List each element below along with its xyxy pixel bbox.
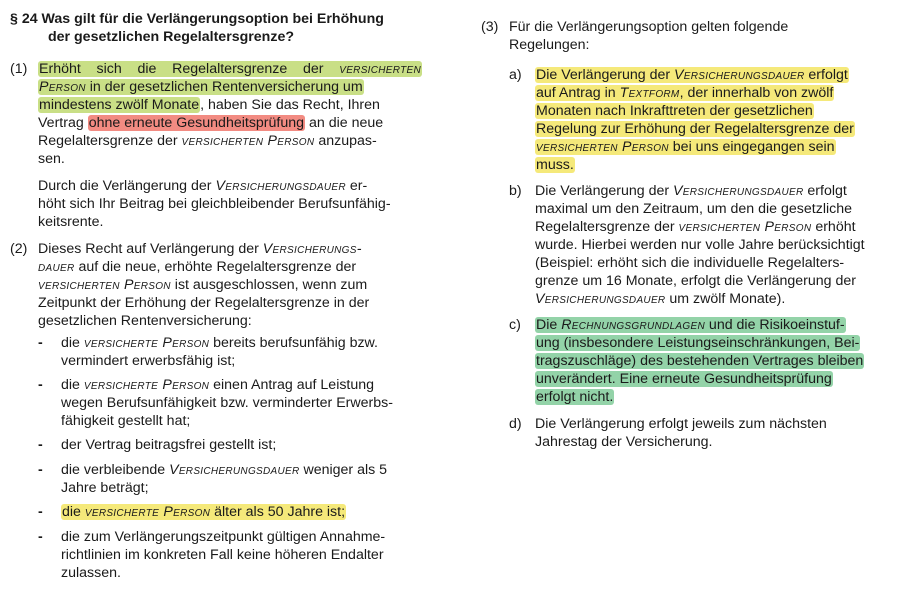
highlight-c-l5: erfolgt nicht. (536, 389, 614, 405)
item-c-marker: c) (509, 317, 521, 333)
highlight-p1-l1: Erhöht sich die Regelaltersgrenze der versicherten (39, 61, 421, 77)
highlight-c-l2: ung (insbesondere Leistungseinschränkungen, Bei- (536, 335, 860, 351)
list-item: die versicherte Person einen Antrag auf Leistung wegen Berufsunfähigkeit bzw. verminderter Erwerbs- fähigkeit gestellt hat; (61, 377, 393, 429)
bullet-dash: - (38, 437, 43, 453)
bullet-dash: - (38, 462, 43, 478)
list-item: der Vertrag beitragsfrei gestellt ist; (61, 437, 277, 453)
paragraph-3: Für die Verlängerungsoption gelten folgende Regelungen: (509, 19, 789, 53)
highlight-c-l4: unverändert. Eine erneute Gesundheitsprüfung (536, 371, 832, 387)
bullet-dash: - (38, 504, 43, 520)
highlight-a-l3: Monaten nach Inkrafttreten der gesetzlichen (536, 103, 813, 119)
paragraph-1b: Durch die Verlängerung der Versicherungsdauer er- höht sich Ihr Beitrag bei gleichbleibender Berufsunfähig- keitsrente. (38, 178, 391, 230)
highlight-age-limit: die versicherte Person älter als 50 Jahre ist; (62, 504, 346, 520)
highlight-a-l5: versicherten Person bei uns eingegangen sein (536, 139, 835, 155)
highlight-p1-l3: mindestens zwölf Monate (39, 97, 200, 113)
item-a (535, 66, 892, 174)
bullet-dash: - (38, 529, 43, 545)
heading-line-1: § 24 Was gilt für die Verlängerungsoption bei Erhöhung (10, 11, 384, 27)
item-d: Die Verlängerung erfolgt jeweils zum nächsten Jahrestag der Versicherung. (535, 416, 827, 450)
item-b: Die Verlängerung der Versicherungsdauer erfolgt maximal um den Zeitraum, um den die gesetzliche Regelaltersgrenze der versicherten Person erhöht wurde. Hierbei werden nur volle Jahre berücksichtigt (Beispiel: erhöht sich die individuelle Regelalters- grenze um 16 Monate, erfolgt die Verlängerung der Versicherungsdauer um zwölf Monate). (535, 183, 865, 307)
list-item: die verbleibende Versicherungsdauer weniger als 5 Jahre beträgt; (61, 462, 388, 496)
highlight-a-l2: auf Antrag in Textform, der innerhalb von zwölf (536, 85, 834, 101)
bullet-dash: - (38, 377, 43, 393)
highlight-a-l1: Die Verlängerung der Versicherungsdauer erfolgt (536, 67, 848, 83)
highlight-c-l3: tragszuschläge) des bestehenden Vertrages bleiben (536, 353, 864, 369)
highlight-c-l1: Die Rechnungsgrundlagen und die Risikoeinstuf- (536, 317, 845, 333)
bullet-dash: - (38, 335, 43, 351)
paragraph-3-marker: (3) (481, 19, 499, 35)
item-b-marker: b) (509, 183, 522, 199)
item-d-marker: d) (509, 416, 522, 432)
list-item (61, 503, 423, 521)
item-c (535, 316, 892, 406)
paragraph-1: Erhöht sich die Regelaltersgrenze der versicherten Person in der gesetzlichen Rentenversicherung um mindestens zwölf Monate, haben Sie das Recht, Ihren Vertrag ohne erneute Gesundheitsprüfung an die neue Regelaltersgrenze der versicherten Person anzupas- sen. (38, 61, 421, 167)
highlight-a-l4: Regelung zur Erhöhung der Regelaltersgrenze der (536, 121, 854, 137)
list-item: die versicherte Person bereits berufsunfähig bzw. vermindert erwerbsfähig ist; (61, 335, 378, 369)
highlight-p1-l2: Person in der gesetzlichen Rentenversicherung um (39, 79, 363, 95)
paragraph-2-marker: (2) (10, 241, 28, 257)
item-a-marker: a) (509, 67, 522, 83)
paragraph-1-marker: (1) (10, 61, 28, 77)
highlight-no-health-check: ohne erneute Gesundheitsprüfung (88, 115, 305, 131)
heading-line-2: der gesetzlichen Regelaltersgrenze? (48, 29, 295, 45)
list-item: die zum Verlängerungszeitpunkt gültigen Annahme- richtlinien im konkreten Fall keine höheren Endalter zulassen. (61, 529, 386, 581)
highlight-a-l6: muss. (536, 157, 574, 173)
paragraph-2: Dieses Recht auf Verlängerung der Versicherungs- dauer auf die neue, erhöhte Regelaltersgrenze der versicherten Person ist ausgeschlossen, wenn zum Zeitpunkt der Erhöhung der Regelaltersgrenze in der gesetzlichen Rentenversicherung: (38, 241, 370, 329)
